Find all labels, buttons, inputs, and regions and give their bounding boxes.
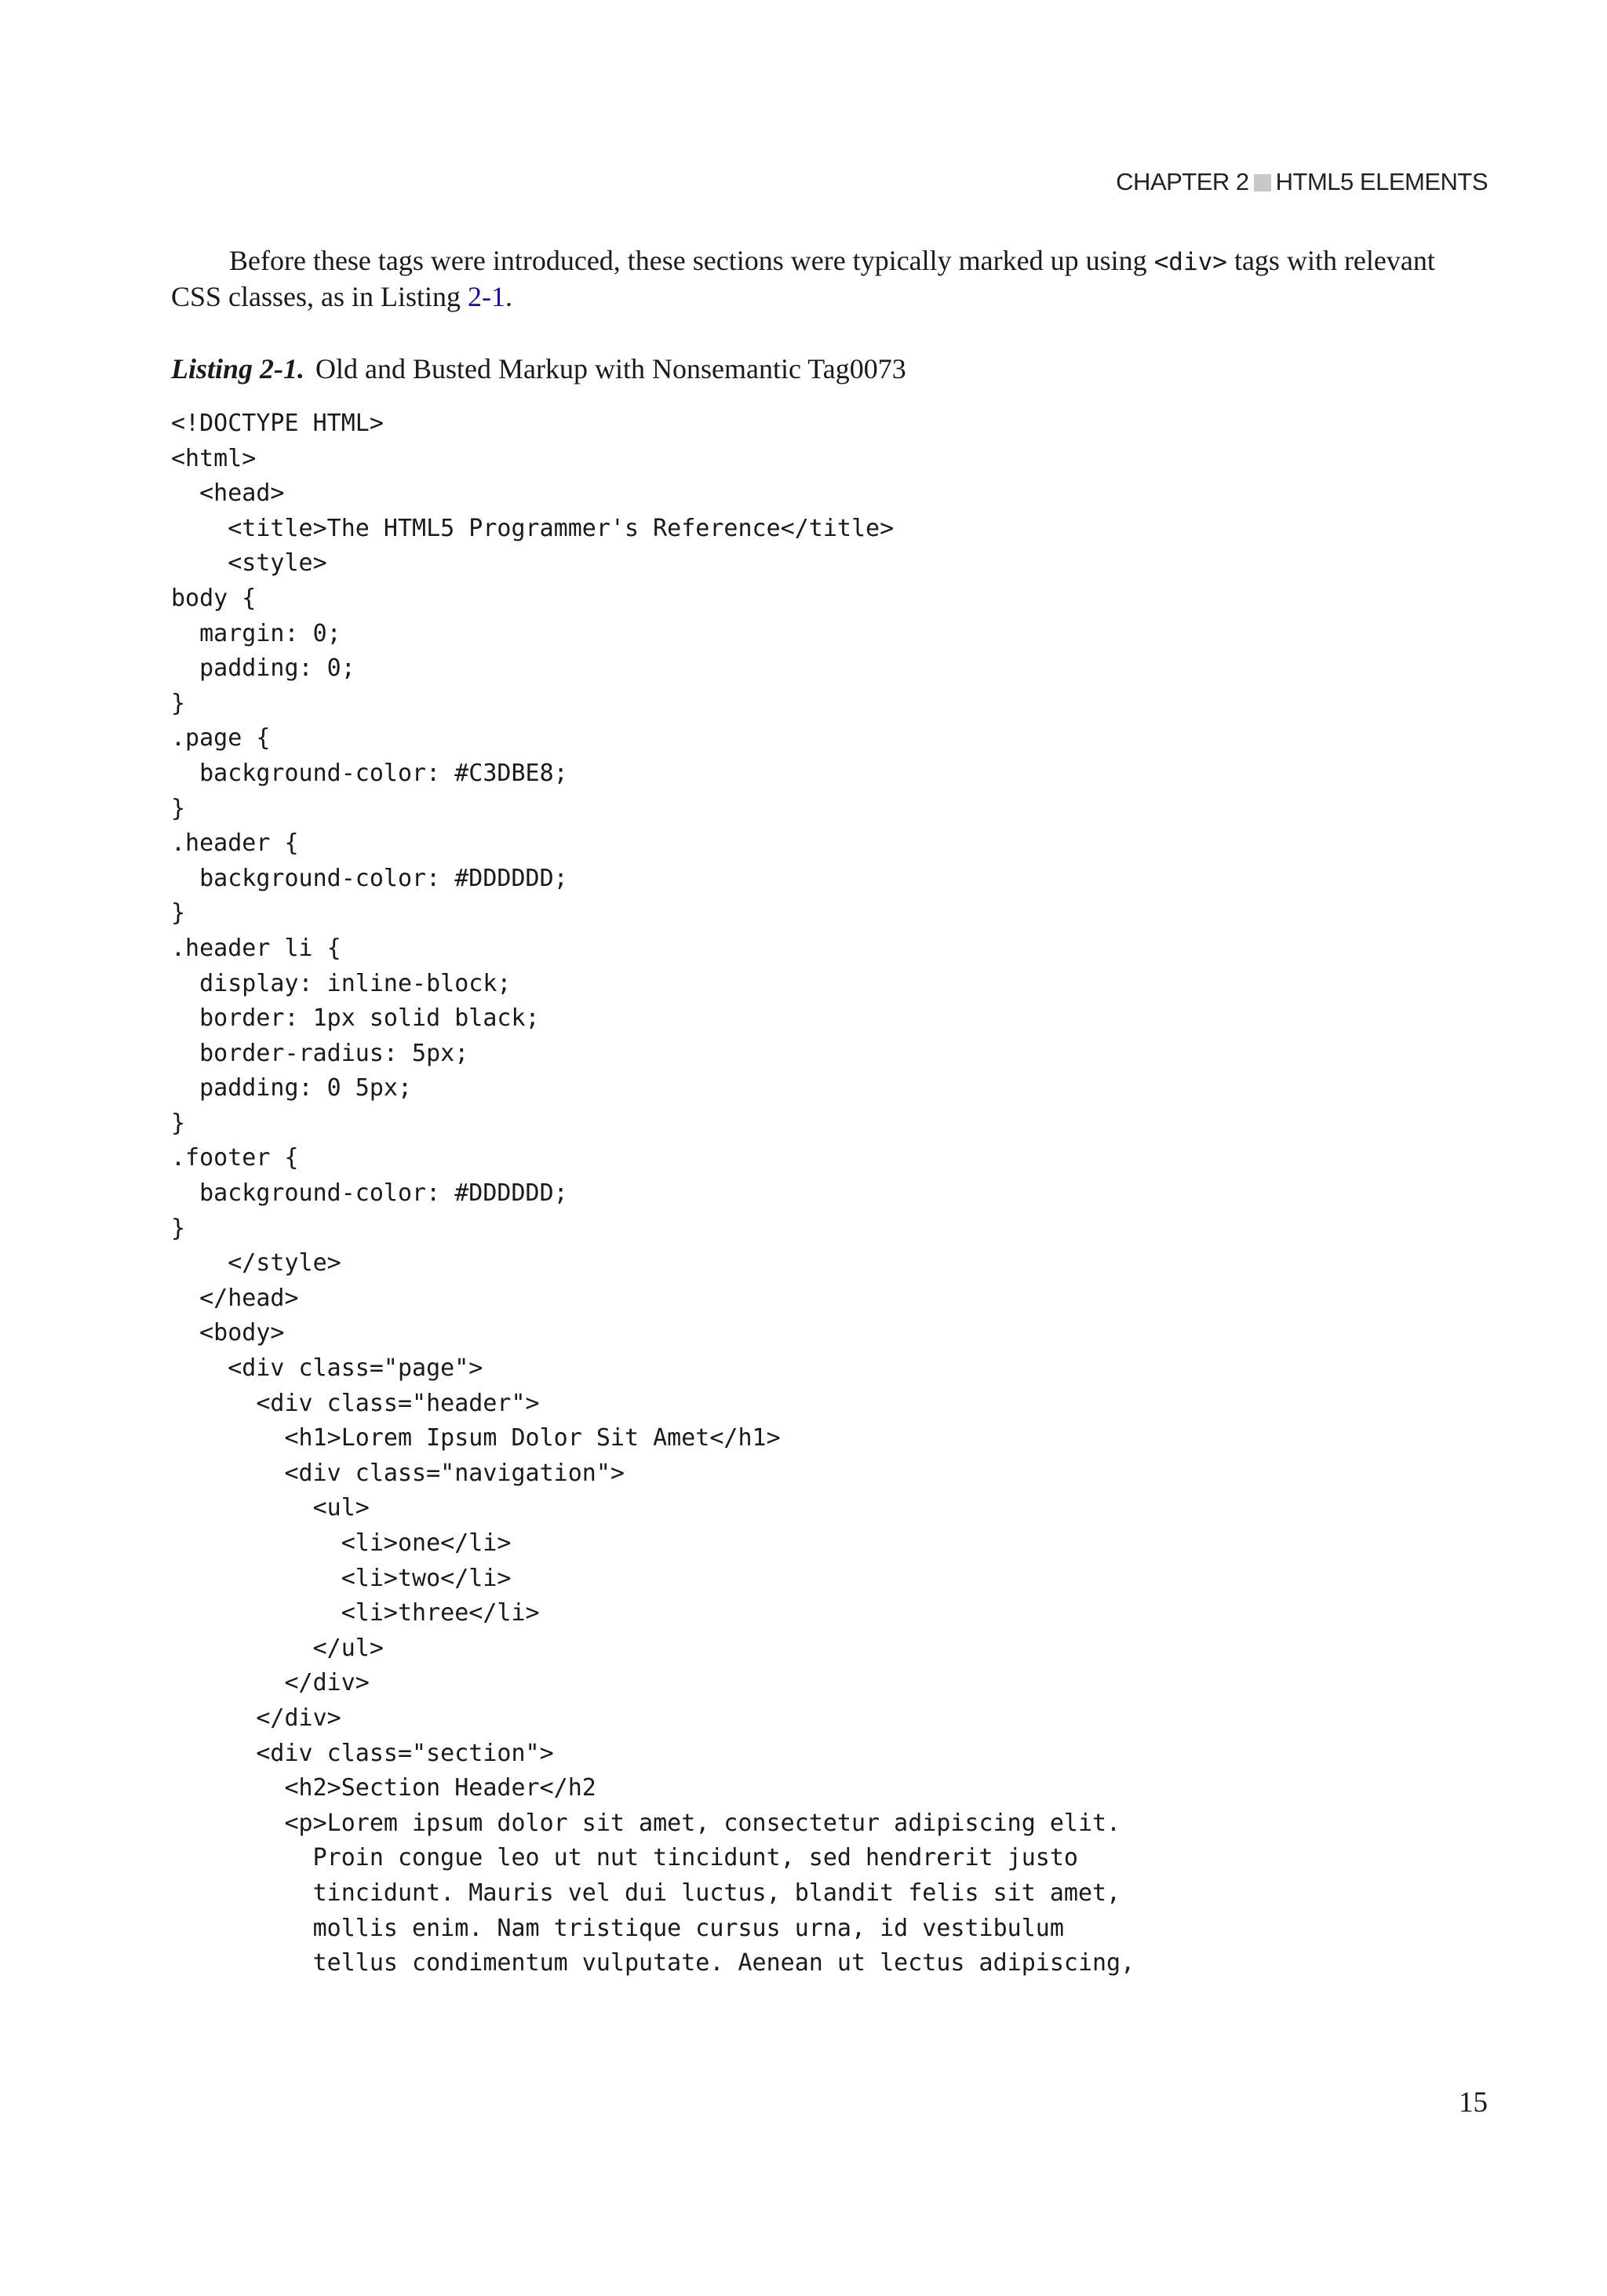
code-line: .header li {: [171, 934, 341, 962]
code-line: Proin congue leo ut nut tincidunt, sed hendrerit justo: [171, 1844, 1078, 1872]
code-line: <li>one</li>: [171, 1529, 512, 1557]
intro-inline-code: <div>: [1153, 248, 1227, 276]
code-line: background-color: #DDDDDD;: [171, 864, 568, 892]
code-line: tellus condimentum vulputate. Aenean ut lectus adipiscing,: [171, 1949, 1135, 1977]
listing-link[interactable]: 2-1: [468, 281, 506, 312]
code-line: <h1>Lorem Ipsum Dolor Sit Amet</h1>: [171, 1424, 781, 1452]
code-line: }: [171, 689, 186, 717]
code-listing: [171, 406, 1135, 1981]
listing-title: Old and Busted Markup with Nonsemantic Tag0073: [315, 353, 906, 384]
code-line: }: [171, 899, 186, 928]
code-line: <!DOCTYPE HTML>: [171, 410, 384, 437]
listing-caption: [171, 352, 906, 386]
code-line: border: 1px solid black;: [171, 1004, 540, 1033]
code-line: background-color: #C3DBE8;: [171, 759, 568, 787]
code-line: .page {: [171, 724, 271, 753]
intro-text-middle: tags with relevant CSS classes, as in Listing: [171, 245, 1435, 312]
code-line: <html>: [171, 444, 257, 472]
code-line: .header {: [171, 829, 299, 858]
code-line: </div>: [171, 1669, 370, 1697]
code-line: <head>: [171, 479, 285, 508]
code-line: }: [171, 1214, 186, 1242]
code-line: tincidunt. Mauris vel dui luctus, blandit felis sit amet,: [171, 1879, 1121, 1907]
intro-text-before: Before these tags were introduced, these sections were typically marked up using: [229, 245, 1154, 276]
running-header: [1116, 166, 1488, 198]
code-line: </ul>: [171, 1634, 384, 1662]
intro-paragraph: [171, 243, 1489, 314]
code-line: padding: 0;: [171, 654, 355, 683]
code-line: <style>: [171, 549, 327, 578]
code-line: margin: 0;: [171, 619, 341, 647]
code-line: }: [171, 794, 186, 822]
code-line: <li>two</li>: [171, 1564, 512, 1592]
code-line: <div class="section">: [171, 1739, 554, 1767]
code-line: body {: [171, 584, 257, 612]
code-line: <ul>: [171, 1494, 370, 1522]
code-line: <p>Lorem ipsum dolor sit amet, consectetur adipiscing elit.: [171, 1809, 1121, 1837]
code-line: <title>The HTML5 Programmer's Reference</title>: [171, 514, 895, 542]
code-line: </style>: [171, 1249, 341, 1277]
listing-label: Listing 2-1.: [171, 353, 305, 384]
code-line: padding: 0 5px;: [171, 1074, 413, 1102]
code-line: <body>: [171, 1319, 285, 1347]
code-line: .footer {: [171, 1144, 299, 1172]
code-line: </div>: [171, 1704, 341, 1732]
code-line: <div class="header">: [171, 1389, 540, 1417]
intro-text-after: .: [505, 281, 513, 312]
code-line: background-color: #DDDDDD;: [171, 1179, 568, 1208]
code-line: border-radius: 5px;: [171, 1039, 469, 1067]
page-number: 15: [1459, 2086, 1488, 2119]
code-line: </head>: [171, 1284, 299, 1312]
code-line: <div class="navigation">: [171, 1459, 625, 1487]
code-line: <h2>Section Header</h2: [171, 1774, 596, 1802]
chapter-label: CHAPTER 2: [1116, 168, 1249, 195]
code-line: display: inline-block;: [171, 969, 512, 997]
code-line: }: [171, 1109, 186, 1137]
code-line: mollis enim. Nam tristique cursus urna, id vestibulum: [171, 1914, 1064, 1942]
header-separator-square-icon: [1254, 174, 1271, 191]
code-line: <li>three</li>: [171, 1599, 540, 1627]
chapter-title: HTML5 ELEMENTS: [1275, 168, 1488, 195]
code-line: <div class="page">: [171, 1354, 483, 1383]
